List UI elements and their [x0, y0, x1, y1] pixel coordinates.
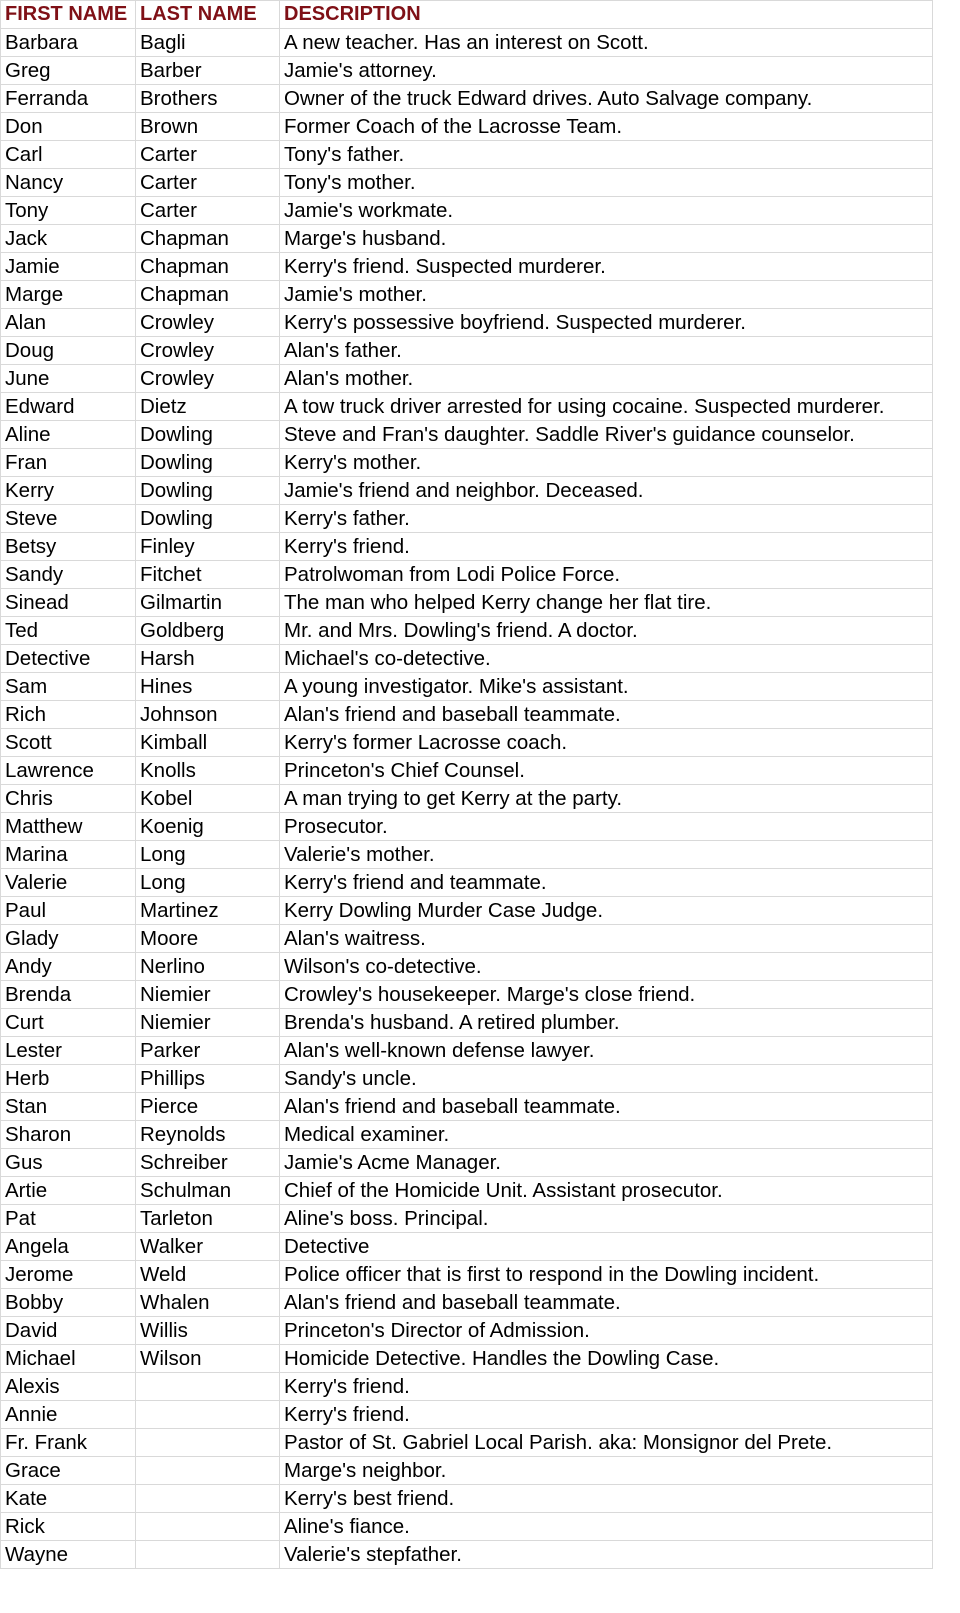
last-name-cell: Carter — [136, 141, 280, 169]
table-row — [1, 113, 933, 141]
first-name-cell: Sam — [1, 673, 136, 701]
description-cell: Mr. and Mrs. Dowling's friend. A doctor. — [280, 617, 933, 645]
description-cell: Michael's co-detective. — [280, 645, 933, 673]
description-cell: Marge's husband. — [280, 225, 933, 253]
first-name-cell: Glady — [1, 925, 136, 953]
first-name-cell: Angela — [1, 1233, 136, 1261]
last-name-cell: Johnson — [136, 701, 280, 729]
table-row — [1, 1289, 933, 1317]
description-cell: Brenda's husband. A retired plumber. — [280, 1009, 933, 1037]
last-name-cell: Kobel — [136, 785, 280, 813]
description-cell: Police officer that is first to respond in the Dowling incident. — [280, 1261, 933, 1289]
last-name-cell: Long — [136, 869, 280, 897]
description-cell: Detective — [280, 1233, 933, 1261]
first-name-cell: Don — [1, 113, 136, 141]
first-name-cell: Aline — [1, 421, 136, 449]
first-name-cell: Nancy — [1, 169, 136, 197]
table-row — [1, 589, 933, 617]
first-name-cell: Michael — [1, 1345, 136, 1373]
first-name-cell: Marge — [1, 281, 136, 309]
last-name-cell: Gilmartin — [136, 589, 280, 617]
first-name-cell: Lawrence — [1, 757, 136, 785]
table-row — [1, 57, 933, 85]
table-row — [1, 1065, 933, 1093]
last-name-cell: Dowling — [136, 505, 280, 533]
last-name-cell: Carter — [136, 197, 280, 225]
last-name-cell: Whalen — [136, 1289, 280, 1317]
table-row — [1, 337, 933, 365]
description-cell: Alan's friend and baseball teammate. — [280, 1093, 933, 1121]
table-row — [1, 925, 933, 953]
first-name-cell: Doug — [1, 337, 136, 365]
table-row — [1, 29, 933, 57]
last-name-cell: Chapman — [136, 281, 280, 309]
description-cell: Jamie's attorney. — [280, 57, 933, 85]
last-name-cell: Hines — [136, 673, 280, 701]
first-name-cell: Kerry — [1, 477, 136, 505]
first-name-cell: Greg — [1, 57, 136, 85]
description-cell: Kerry's friend. — [280, 1373, 933, 1401]
description-cell: A man trying to get Kerry at the party. — [280, 785, 933, 813]
first-name-cell: Kate — [1, 1485, 136, 1513]
table-row — [1, 869, 933, 897]
first-name-cell: Jack — [1, 225, 136, 253]
description-cell: Marge's neighbor. — [280, 1457, 933, 1485]
table-row — [1, 505, 933, 533]
table-row — [1, 617, 933, 645]
first-name-cell: Rick — [1, 1513, 136, 1541]
description-cell: Kerry's friend and teammate. — [280, 869, 933, 897]
table-row — [1, 393, 933, 421]
table-row — [1, 1093, 933, 1121]
description-cell: A new teacher. Has an interest on Scott. — [280, 29, 933, 57]
first-name-cell: Alan — [1, 309, 136, 337]
description-cell: Tony's mother. — [280, 169, 933, 197]
table-row — [1, 953, 933, 981]
table-row — [1, 1429, 933, 1457]
first-name-cell: Jamie — [1, 253, 136, 281]
description-cell: A tow truck driver arrested for using cocaine. Suspected murderer. — [280, 393, 933, 421]
description-header: DESCRIPTION — [280, 1, 933, 29]
table-row — [1, 309, 933, 337]
description-cell: Valerie's mother. — [280, 841, 933, 869]
table-row — [1, 1457, 933, 1485]
table-row — [1, 1541, 933, 1569]
first-name-cell: Annie — [1, 1401, 136, 1429]
last-name-cell: Martinez — [136, 897, 280, 925]
table-row — [1, 253, 933, 281]
first-name-cell: Bobby — [1, 1289, 136, 1317]
last-name-cell: Kimball — [136, 729, 280, 757]
last-name-cell: Niemier — [136, 981, 280, 1009]
description-cell: Kerry Dowling Murder Case Judge. — [280, 897, 933, 925]
description-cell: The man who helped Kerry change her flat tire. — [280, 589, 933, 617]
first-name-cell: Edward — [1, 393, 136, 421]
first-name-cell: Jerome — [1, 1261, 136, 1289]
last-name-cell — [136, 1457, 280, 1485]
table-row — [1, 421, 933, 449]
last-name-cell: Finley — [136, 533, 280, 561]
table-row — [1, 1317, 933, 1345]
first-name-cell: Paul — [1, 897, 136, 925]
description-cell: Kerry's friend. — [280, 533, 933, 561]
description-cell: Kerry's father. — [280, 505, 933, 533]
first-name-cell: Sandy — [1, 561, 136, 589]
last-name-cell: Harsh — [136, 645, 280, 673]
first-name-cell: Rich — [1, 701, 136, 729]
last-name-cell: Crowley — [136, 365, 280, 393]
table-row — [1, 1261, 933, 1289]
first-name-cell: Alexis — [1, 1373, 136, 1401]
last-name-cell — [136, 1401, 280, 1429]
first-name-cell: Marina — [1, 841, 136, 869]
description-cell: Alan's father. — [280, 337, 933, 365]
last-name-cell: Weld — [136, 1261, 280, 1289]
last-name-cell: Dowling — [136, 421, 280, 449]
description-cell: Medical examiner. — [280, 1121, 933, 1149]
table-row — [1, 701, 933, 729]
description-cell: Prosecutor. — [280, 813, 933, 841]
last-name-cell — [136, 1373, 280, 1401]
table-row — [1, 197, 933, 225]
first-name-cell: Gus — [1, 1149, 136, 1177]
table-row — [1, 1009, 933, 1037]
description-cell: Chief of the Homicide Unit. Assistant prosecutor. — [280, 1177, 933, 1205]
table-row — [1, 1345, 933, 1373]
last-name-cell: Dowling — [136, 449, 280, 477]
table-row — [1, 477, 933, 505]
table-row — [1, 85, 933, 113]
last-name-cell: Pierce — [136, 1093, 280, 1121]
last-name-cell: Parker — [136, 1037, 280, 1065]
first-name-cell: Brenda — [1, 981, 136, 1009]
description-cell: Alan's friend and baseball teammate. — [280, 701, 933, 729]
table-row — [1, 729, 933, 757]
table-row — [1, 533, 933, 561]
last-name-cell: Schreiber — [136, 1149, 280, 1177]
description-cell: Kerry's best friend. — [280, 1485, 933, 1513]
first-name-cell: Matthew — [1, 813, 136, 841]
description-cell: Patrolwoman from Lodi Police Force. — [280, 561, 933, 589]
header-row — [1, 1, 933, 29]
first-name-cell: Stan — [1, 1093, 136, 1121]
table-row — [1, 897, 933, 925]
description-cell: Pastor of St. Gabriel Local Parish. aka: Monsignor del Prete. — [280, 1429, 933, 1457]
description-cell: Jamie's friend and neighbor. Deceased. — [280, 477, 933, 505]
table-row — [1, 561, 933, 589]
description-cell: Owner of the truck Edward drives. Auto Salvage company. — [280, 85, 933, 113]
first-name-cell: Herb — [1, 1065, 136, 1093]
last-name-cell: Brothers — [136, 85, 280, 113]
first-name-cell: Wayne — [1, 1541, 136, 1569]
first-name-cell: David — [1, 1317, 136, 1345]
last-name-cell: Tarleton — [136, 1205, 280, 1233]
first-name-cell: Barbara — [1, 29, 136, 57]
last-name-cell: Barber — [136, 57, 280, 85]
table-row — [1, 1233, 933, 1261]
first-name-cell: Pat — [1, 1205, 136, 1233]
description-cell: Wilson's co-detective. — [280, 953, 933, 981]
table-row — [1, 1205, 933, 1233]
last-name-cell — [136, 1541, 280, 1569]
first-name-cell: Fran — [1, 449, 136, 477]
last-name-cell — [136, 1429, 280, 1457]
last-name-cell: Crowley — [136, 309, 280, 337]
first-name-cell: Lester — [1, 1037, 136, 1065]
table-row — [1, 1177, 933, 1205]
first-name-cell: Ted — [1, 617, 136, 645]
last-name-cell: Koenig — [136, 813, 280, 841]
last-name-cell: Phillips — [136, 1065, 280, 1093]
first-name-cell: Scott — [1, 729, 136, 757]
description-cell: Alan's friend and baseball teammate. — [280, 1289, 933, 1317]
first-name-cell: Andy — [1, 953, 136, 981]
description-cell: Homicide Detective. Handles the Dowling Case. — [280, 1345, 933, 1373]
description-cell: Crowley's housekeeper. Marge's close friend. — [280, 981, 933, 1009]
first-name-cell: Betsy — [1, 533, 136, 561]
description-cell: Jamie's mother. — [280, 281, 933, 309]
first-name-cell: Tony — [1, 197, 136, 225]
description-cell: Aline's fiance. — [280, 1513, 933, 1541]
first-name-cell: Chris — [1, 785, 136, 813]
last-name-cell: Carter — [136, 169, 280, 197]
description-cell: Tony's father. — [280, 141, 933, 169]
table-row — [1, 1149, 933, 1177]
last-name-cell: Wilson — [136, 1345, 280, 1373]
first-name-cell: Carl — [1, 141, 136, 169]
table-row — [1, 841, 933, 869]
description-cell: Kerry's former Lacrosse coach. — [280, 729, 933, 757]
first-name-cell: Valerie — [1, 869, 136, 897]
description-cell: Valerie's stepfather. — [280, 1541, 933, 1569]
first-name-cell: Detective — [1, 645, 136, 673]
table-row — [1, 981, 933, 1009]
table-row — [1, 141, 933, 169]
last-name-cell: Chapman — [136, 225, 280, 253]
table-row — [1, 1485, 933, 1513]
table-body — [1, 29, 933, 1569]
table-row — [1, 225, 933, 253]
description-cell: Princeton's Chief Counsel. — [280, 757, 933, 785]
last-name-cell: Nerlino — [136, 953, 280, 981]
last-name-cell: Crowley — [136, 337, 280, 365]
last-name-cell: Walker — [136, 1233, 280, 1261]
table-row — [1, 169, 933, 197]
description-cell: Kerry's possessive boyfriend. Suspected murderer. — [280, 309, 933, 337]
first-name-cell: Fr. Frank — [1, 1429, 136, 1457]
table-row — [1, 1121, 933, 1149]
table-row — [1, 673, 933, 701]
last-name-cell: Willis — [136, 1317, 280, 1345]
last-name-cell: Fitchet — [136, 561, 280, 589]
description-cell: Alan's waitress. — [280, 925, 933, 953]
first-name-cell: Ferranda — [1, 85, 136, 113]
table-row — [1, 1513, 933, 1541]
first-name-header: FIRST NAME — [1, 1, 136, 29]
description-cell: Kerry's friend. — [280, 1401, 933, 1429]
description-cell: Kerry's friend. Suspected murderer. — [280, 253, 933, 281]
first-name-cell: Sharon — [1, 1121, 136, 1149]
table-row — [1, 449, 933, 477]
last-name-cell: Brown — [136, 113, 280, 141]
first-name-cell: Sinead — [1, 589, 136, 617]
last-name-cell: Bagli — [136, 29, 280, 57]
last-name-cell: Niemier — [136, 1009, 280, 1037]
description-cell: A young investigator. Mike's assistant. — [280, 673, 933, 701]
last-name-header: LAST NAME — [136, 1, 280, 29]
last-name-cell: Reynolds — [136, 1121, 280, 1149]
table-row — [1, 757, 933, 785]
description-cell: Kerry's mother. — [280, 449, 933, 477]
last-name-cell: Dowling — [136, 477, 280, 505]
last-name-cell: Schulman — [136, 1177, 280, 1205]
description-cell: Former Coach of the Lacrosse Team. — [280, 113, 933, 141]
last-name-cell: Dietz — [136, 393, 280, 421]
table-row — [1, 365, 933, 393]
description-cell: Princeton's Director of Admission. — [280, 1317, 933, 1345]
description-cell: Jamie's workmate. — [280, 197, 933, 225]
table-row — [1, 1037, 933, 1065]
table-row — [1, 785, 933, 813]
description-cell: Alan's mother. — [280, 365, 933, 393]
description-cell: Sandy's uncle. — [280, 1065, 933, 1093]
description-cell: Alan's well-known defense lawyer. — [280, 1037, 933, 1065]
last-name-cell — [136, 1485, 280, 1513]
last-name-cell: Goldberg — [136, 617, 280, 645]
description-cell: Aline's boss. Principal. — [280, 1205, 933, 1233]
first-name-cell: June — [1, 365, 136, 393]
description-cell: Jamie's Acme Manager. — [280, 1149, 933, 1177]
first-name-cell: Grace — [1, 1457, 136, 1485]
table-row — [1, 1373, 933, 1401]
table-row — [1, 281, 933, 309]
last-name-cell — [136, 1513, 280, 1541]
first-name-cell: Artie — [1, 1177, 136, 1205]
last-name-cell: Chapman — [136, 253, 280, 281]
description-cell: Steve and Fran's daughter. Saddle River's guidance counselor. — [280, 421, 933, 449]
table-row — [1, 645, 933, 673]
table-row — [1, 813, 933, 841]
last-name-cell: Long — [136, 841, 280, 869]
table-row — [1, 1401, 933, 1429]
first-name-cell: Steve — [1, 505, 136, 533]
last-name-cell: Moore — [136, 925, 280, 953]
last-name-cell: Knolls — [136, 757, 280, 785]
first-name-cell: Curt — [1, 1009, 136, 1037]
